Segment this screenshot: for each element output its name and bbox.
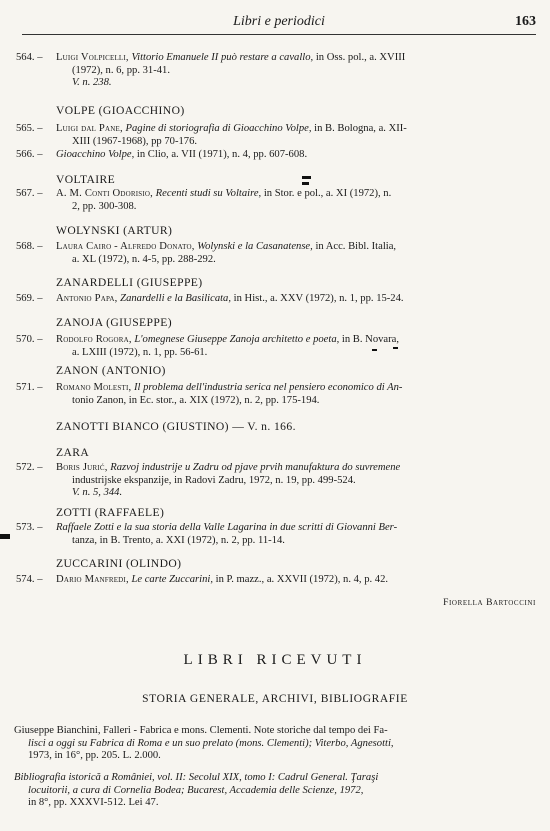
ink-smudge (302, 176, 311, 179)
entry-number: 571. – (16, 382, 43, 393)
entry-continuation: tanza, in B. Trento, a. XXI (1972), n. 2, pp. 11-14. (72, 534, 285, 546)
entry-number: 572. – (16, 462, 43, 473)
book-line: locuitorii, a cura di Cornelia Bodea; Bucarest, Accademia delle Scienze, 1972, (28, 784, 364, 796)
entry-title: Pagine di storiografia di Gioacchino Volpe, (125, 123, 312, 134)
book-line: 1973, in 16°, pp. 205. L. 2.000. (28, 750, 161, 762)
entry-title: Le carte Zuccarini, (131, 574, 213, 585)
subject-heading: ZARA (56, 446, 90, 459)
entry-source: in B. Bologna, a. XII- (314, 123, 407, 134)
book-line: in 8°, pp. XXXVI-512. Lei 47. (28, 797, 159, 809)
book-line: Giuseppe Bianchini, Falleri - Fabrica e mons. Clementi. Note storiche dal tempo dei Fa- (14, 725, 388, 736)
entry-title: Recenti studi su Voltaire, (155, 188, 262, 199)
entry-author: Dario Manfredi, (56, 574, 129, 585)
ink-smudge (302, 182, 309, 185)
entry-title: Vittorio Emanuele II può restare a cavallo, (131, 52, 314, 63)
bibliography-entry-573 (16, 522, 538, 547)
entry-number: 566. – (16, 149, 43, 160)
entry-title: Gioacchino Volpe, (56, 149, 135, 160)
margin-mark (0, 534, 10, 539)
entry-continuation: 2, pp. 300-308. (72, 200, 137, 212)
entry-number: 573. – (16, 522, 43, 533)
entry-continuation: tonio Zanon, in Ec. stor., a. XIX (1972), n. 2, pp. 175-194. (72, 394, 320, 406)
author-signature: Fiorella Bartoccini (443, 598, 536, 608)
entry-author: Boris Jurić, (56, 462, 108, 473)
entry-source: in Stor. e pol., a. XI (1972), n. (263, 188, 392, 199)
received-book-entry (14, 772, 534, 810)
entry-source: in Oss. pol., a. XVIII (315, 52, 406, 63)
entry-source: in Acc. Bibl. Italia, (315, 241, 397, 252)
subject-heading: ZOTTI (RAFFAELE) (56, 506, 165, 519)
entry-number: 567. – (16, 188, 43, 199)
entry-number: 569. – (16, 293, 43, 304)
entry-crossref: V. n. 5, 344. (72, 487, 123, 499)
bibliography-entry-571 (16, 382, 538, 407)
entry-number: 564. – (16, 52, 43, 63)
book-line: Bibliografia istorică a României, vol. II: Secolul XIX, tomo I: Cadrul General. Ţaraşi (14, 772, 379, 783)
bibliography-entry-569 (16, 293, 538, 306)
subject-heading: ZANARDELLI (GIUSEPPE) (56, 276, 203, 289)
subject-heading: VOLTAIRE (56, 173, 116, 186)
bibliography-entry-570 (16, 334, 538, 359)
entry-number: 570. – (16, 334, 43, 345)
entry-crossref: V. n. 238. (72, 77, 112, 89)
section-title: LIBRI RICEVUTI (183, 652, 367, 668)
entry-title: Razvoj industrije u Zadru od pjave prvih manufaktura do suvremene (110, 462, 401, 473)
entry-source: in Hist., a. XXV (1972), n. 1, pp. 15-24. (233, 293, 404, 304)
subject-heading: ZANON (ANTONIO) (56, 364, 166, 377)
entry-title: Raffaele Zotti e la sua storia della Valle Lagarina in due scritti di Giovanni Ber- (56, 522, 398, 533)
entry-continuation: a. XL (1972), n. 4-5, pp. 288-292. (72, 253, 216, 265)
subject-heading: VOLPE (GIOACCHINO) (56, 104, 185, 117)
bibliography-entry-564 (16, 52, 538, 90)
entry-author: Antonio Papa, (56, 293, 118, 304)
subject-heading: ZUCCARINI (OLINDO) (56, 557, 182, 570)
entry-continuation: XIII (1967-1968), pp 70-176. (72, 135, 198, 147)
entry-source: in P. mazz., a. XXVII (1972), n. 4, p. 42. (215, 574, 389, 585)
entry-number: 574. – (16, 574, 43, 585)
running-title: Libri e periodici (233, 14, 325, 29)
entry-continuation: industrijske ekspanzije, in Radovi Zadru, 1972, n. 19, pp. 499-524. (72, 474, 356, 486)
subject-heading: ZANOJA (GIUSEPPE) (56, 316, 172, 329)
entry-title: Zanardelli e la Basilicata, (120, 293, 232, 304)
entry-author: Luigi Volpicelli, (56, 52, 129, 63)
entry-continuation: (1972), n. 6, pp. 31-41. (72, 64, 170, 76)
entry-number: 565. – (16, 123, 43, 134)
entry-title: Wolynski e la Casanatense, (197, 241, 313, 252)
received-book-entry (14, 725, 534, 763)
entry-continuation: a. LXIII (1972), n. 1, pp. 56-61. (72, 346, 208, 358)
bibliography-entry-567 (16, 188, 538, 213)
bibliography-entry-574 (16, 574, 538, 587)
page-number: 163 (515, 14, 536, 29)
bibliography-entry-565 (16, 123, 538, 148)
running-header (22, 12, 536, 35)
book-line: lisci a oggi su Fabrica di Roma e un suo prelato (mons. Clementi); Viterbo, Agnesotti, (28, 737, 394, 749)
ink-smudge (393, 347, 398, 349)
subsection-title: STORIA GENERALE, ARCHIVI, BIBLIOGRAFIE (142, 693, 408, 705)
entry-title: Il problema dell'industria serica nel pensiero economico di An- (134, 382, 403, 393)
ink-smudge (372, 349, 377, 351)
bibliography-entry-566 (16, 149, 538, 162)
entry-title: L'omegnese Giuseppe Zanoja architetto e poeta, (134, 334, 340, 345)
entry-author: Luigi dal Pane, (56, 123, 123, 134)
subject-heading: ZANOTTI BIANCO (GIUSTINO) — V. n. 166. (56, 420, 296, 433)
entry-author: A. M. Conti Odorisio, (56, 188, 153, 199)
entry-source: in B. Novara, (341, 334, 399, 345)
entry-author: Rodolfo Rogora, (56, 334, 132, 345)
bibliography-entry-568 (16, 241, 538, 266)
entry-number: 568. – (16, 241, 43, 252)
bibliography-entry-572 (16, 462, 538, 500)
subject-heading: WOLYNSKI (ARTUR) (56, 224, 173, 237)
entry-source: in Clio, a. VII (1971), n. 4, pp. 607-608. (136, 149, 308, 160)
entry-author: Laura Cairo - Alfredo Donato, (56, 241, 195, 252)
entry-author: Romano Molesti, (56, 382, 132, 393)
